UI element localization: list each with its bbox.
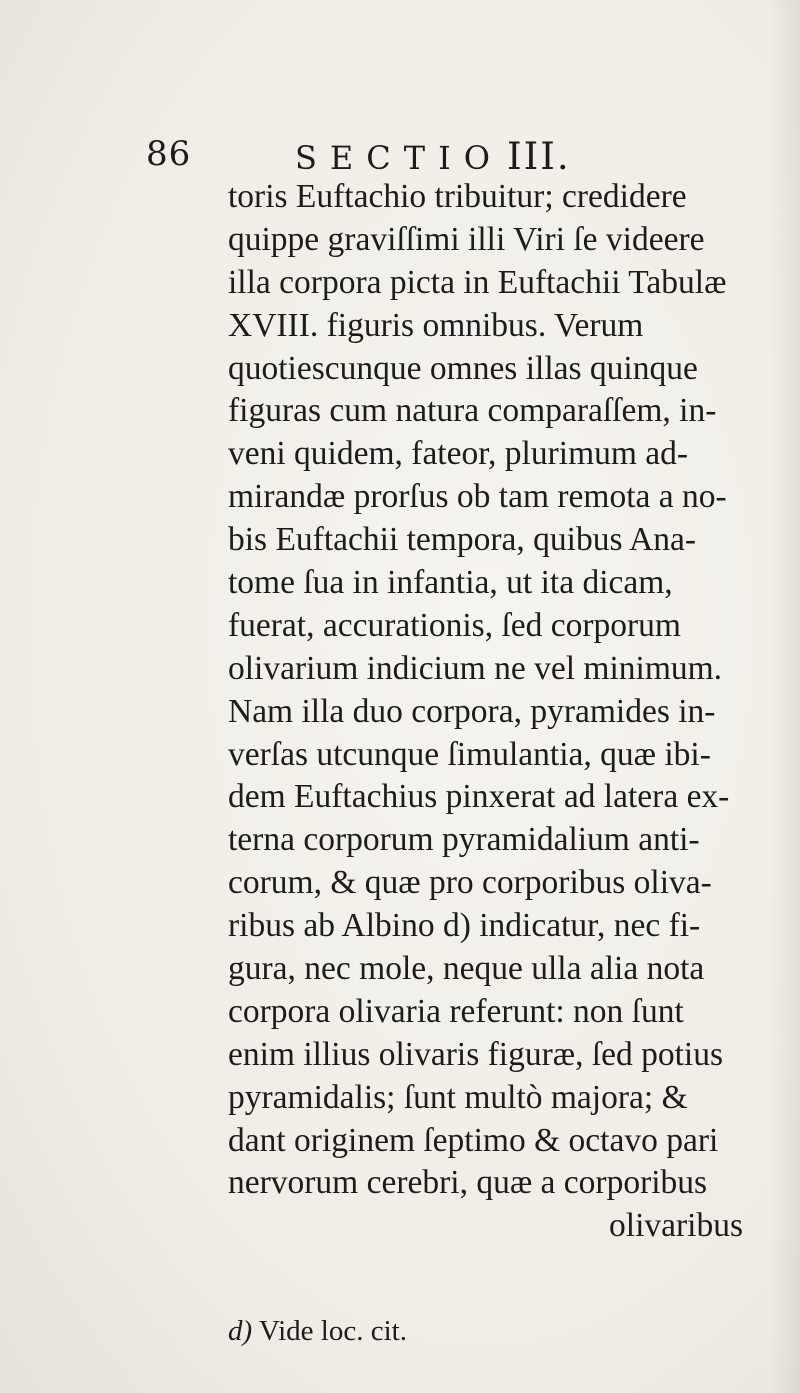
text-line: veni quidem, fateor, plurimum ad-	[228, 435, 689, 473]
text-line: tome ſua in infantia, ut ita dicam,	[228, 564, 673, 602]
text-line: illa corpora picta in Euftachii Tabulæ	[228, 263, 727, 301]
text-line: Nam illa duo corpora, pyramides in-	[228, 692, 716, 730]
text-line: dant originem ſeptimo & octavo pari	[228, 1121, 719, 1159]
text-line: corpora olivaria referunt: non ſunt	[228, 992, 684, 1030]
text-line: dem Euftachius pinxerat ad latera ex-	[228, 778, 730, 816]
text-line: corum, & quæ pro corporibus oliva-	[228, 864, 712, 902]
page-edge-shadow	[770, 0, 800, 1393]
text-line: ribus ab Albino d) indicatur, nec fi-	[228, 907, 701, 945]
section-number: III.	[506, 135, 571, 178]
catchword-line: olivaribus	[609, 1207, 743, 1245]
text-line: terna corporum pyramidalium anti-	[228, 821, 700, 859]
text-line: figuras cum natura comparaſſem, in-	[228, 392, 717, 430]
text-line: toris Euftachio tribuitur; credidere	[228, 178, 687, 215]
section-label: SECTIO	[295, 139, 503, 177]
text-line: verſas utcunque ſimulantia, quæ ibi-	[228, 735, 711, 773]
text-line: enim illius olivaris figuræ, ſed potius	[228, 1035, 724, 1073]
text-line: quotiescunque omnes illas quinque	[228, 349, 698, 387]
page-number: 86	[146, 134, 192, 174]
text-line: olivarium indicium ne vel minimum.	[228, 649, 723, 687]
footnote-mark: d)	[228, 1315, 253, 1347]
footnote-text: Vide loc. cit.	[258, 1315, 407, 1347]
text-line: quippe graviſſimi illi Viri ſe videere	[228, 220, 705, 258]
text-line: fuerat, accurationis, ſed corporum	[228, 606, 681, 644]
text-line: XVIII. figuris omnibus. Verum	[228, 306, 644, 344]
text-line: mirandæ prorſus ob tam remota a no-	[228, 478, 727, 516]
text-line: bis Euftachii tempora, quibus Ana-	[228, 521, 696, 559]
footnote	[228, 1315, 407, 1348]
text-line: gura, nec mole, neque ulla alia nota	[228, 950, 705, 988]
text-line: pyramidalis; ſunt multò majora; &	[228, 1078, 688, 1116]
running-head	[295, 135, 571, 178]
body-text	[228, 176, 773, 1248]
text-line: nervorum cerebri, quæ a corporibus	[228, 1164, 708, 1202]
